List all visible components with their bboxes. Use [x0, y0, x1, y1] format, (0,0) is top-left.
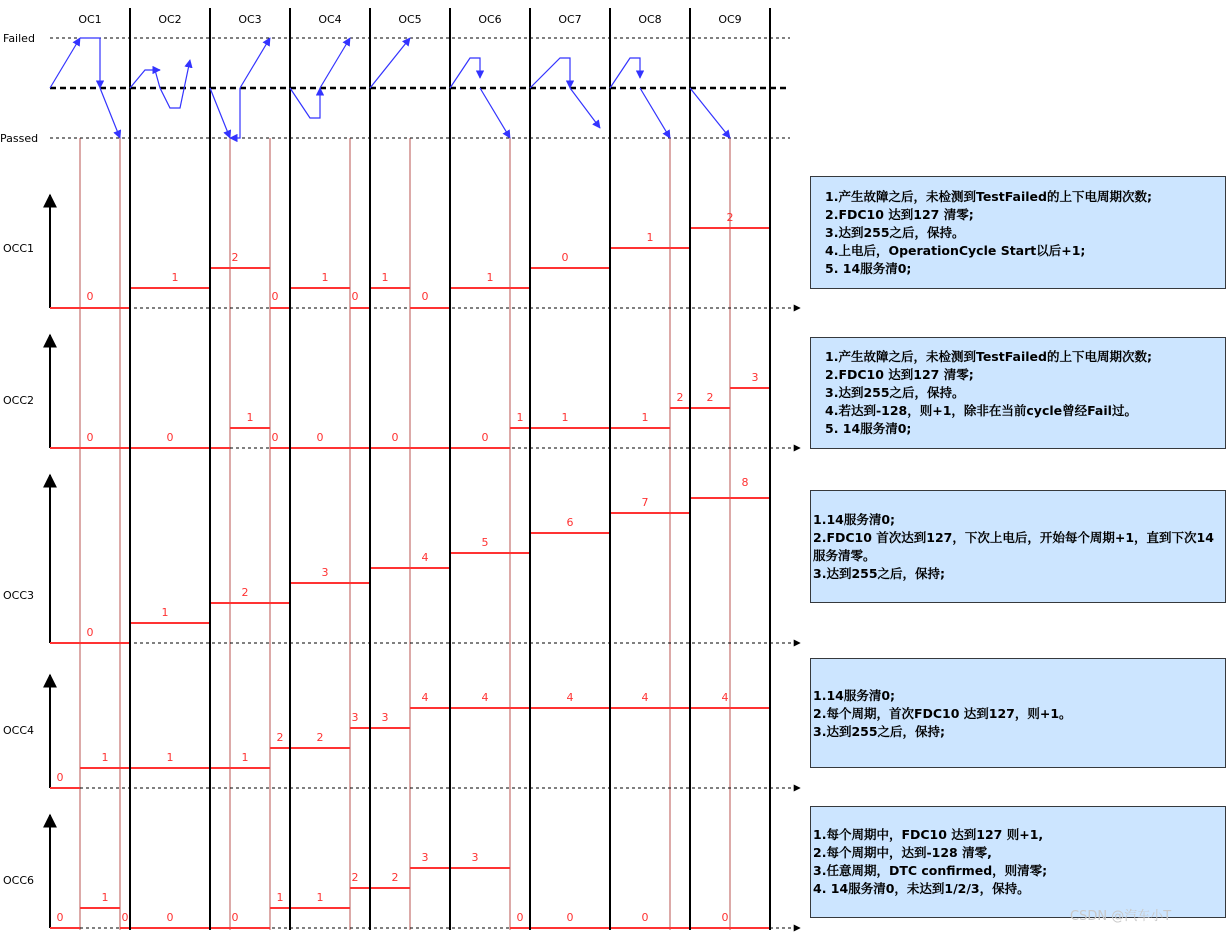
oc-label-4: OC4 [318, 13, 342, 26]
occ4-value-label-1: 0 [56, 771, 64, 784]
occ1-value-label-8: 0 [421, 290, 429, 303]
fdc-arrow-13 [480, 88, 510, 138]
occ2-value-label-7: 0 [481, 431, 489, 444]
occ6-value-label-6: 1 [276, 891, 284, 904]
occ1-value-label-11: 1 [646, 231, 654, 244]
occ2-value-label-4: 0 [271, 431, 279, 444]
oc-label-6: OC6 [478, 13, 502, 26]
occ6-row-label: OCC6 [3, 874, 35, 887]
note-occ3-line-1: 1.14服务清0; [813, 511, 896, 527]
note-occ6 [810, 806, 1226, 918]
oc-label-8: OC8 [638, 13, 662, 26]
fdc-arrow-7 [230, 88, 240, 138]
fdc-arrow-16 [610, 58, 640, 88]
fdc-arrow-5 [155, 60, 190, 108]
occ3-value-label-9: 8 [741, 476, 749, 489]
note-occ3-line-3: 3.达到255之后，保持; [813, 565, 946, 581]
occ4-value-label-12: 4 [641, 691, 649, 704]
note-occ3 [810, 490, 1226, 603]
occ4-value-label-2: 1 [101, 751, 109, 764]
oc-label-3: OC3 [238, 13, 262, 26]
occ1-value-label-1: 0 [86, 290, 94, 303]
occ1-value-label-9: 1 [486, 271, 494, 284]
note-occ1-line-4: 4.上电后，OperationCycle Start以后+1; [825, 242, 1086, 258]
fdc-arrow-10 [320, 38, 350, 88]
note-occ1-line-1: 1.产生故障之后，未检测到TestFailed的上下电周期次数; [825, 188, 1152, 204]
occ3-value-label-8: 7 [641, 496, 649, 509]
note-occ2-line-3: 3.达到255之后，保持。 [825, 385, 965, 400]
occ2-value-label-13: 3 [751, 371, 759, 384]
occ6-value-label-3: 0 [121, 911, 129, 924]
oc-label-5: OC5 [398, 13, 422, 26]
occ3-value-label-5: 4 [421, 551, 429, 564]
fdc-arrow-17 [640, 88, 670, 138]
note-occ1-line-3: 3.达到255之后，保持。 [825, 224, 965, 240]
occ4-value-label-6: 2 [316, 731, 324, 744]
fdc-arrow-3 [100, 88, 120, 138]
occ3-value-label-1: 0 [86, 626, 94, 639]
occ4-value-label-3: 1 [166, 751, 174, 764]
oc-label-9: OC9 [718, 13, 742, 26]
note-occ6-line-3: 3.任意周期，DTC confirmed，则清零; [813, 863, 1048, 878]
occ2-value-label-2: 0 [166, 431, 174, 444]
occ1-value-label-5: 1 [321, 271, 329, 284]
occ4-value-label-5: 2 [276, 731, 284, 744]
fdc-arrow-8 [240, 38, 270, 88]
occ3-row-label: OCC3 [3, 589, 35, 602]
fdc-arrow-14 [530, 58, 570, 88]
occ2-value-label-11: 2 [676, 391, 684, 404]
occ6-value-label-2: 1 [101, 891, 109, 904]
note-occ1-line-5: 5. 14服务清0; [825, 260, 912, 276]
note-occ1-line-2: 2.FDC10 达到127 清零; [825, 206, 974, 222]
occ2-value-label-8: 1 [516, 411, 524, 424]
occ4-value-label-13: 4 [721, 691, 729, 704]
occ2-value-label-3: 1 [246, 411, 254, 424]
occ6-value-label-7: 1 [316, 891, 324, 904]
occ4-value-label-8: 3 [381, 711, 389, 724]
occ4-value-label-11: 4 [566, 691, 574, 704]
occ4-value-label-9: 4 [421, 691, 429, 704]
note-occ6-line-2: 2.每个周期中，达到-128 清零, [813, 845, 992, 860]
occ1-value-label-10: 0 [561, 251, 569, 264]
fdc-arrow-1 [50, 38, 80, 88]
occ3-value-label-7: 6 [566, 516, 574, 529]
note-occ6-line-4: 4. 14服务清0，未达到1/2/3，保持。 [813, 881, 1030, 896]
watermark: CSDN @汽车小T [1070, 909, 1172, 924]
occ2-value-label-9: 1 [561, 411, 569, 424]
note-occ3-line-2: 2.FDC10 首次达到127，下次上电后，开始每个周期+1，直到下次14服务清零。 [813, 529, 1214, 563]
occ4-value-label-10: 4 [481, 691, 489, 704]
occ2-value-label-5: 0 [316, 431, 324, 444]
occ6-value-label-1: 0 [56, 911, 64, 924]
note-occ2-line-5: 5. 14服务清0; [825, 421, 912, 436]
occ3-value-label-4: 3 [321, 566, 329, 579]
occ6-value-label-5: 0 [231, 911, 239, 924]
occ1-value-label-3: 2 [231, 251, 239, 264]
occ6-value-label-15: 0 [721, 911, 729, 924]
note-occ2-line-2: 2.FDC10 达到127 清零; [825, 367, 974, 382]
occ6-value-label-11: 3 [471, 851, 479, 864]
note-occ2-line-1: 1.产生故障之后，未检测到TestFailed的上下电周期次数; [825, 349, 1152, 364]
occ4-row-label: OCC4 [3, 724, 35, 737]
fdc-arrow-2 [80, 38, 100, 88]
note-occ1 [810, 176, 1226, 289]
occ2-value-label-1: 0 [86, 431, 94, 444]
fdc-arrow-6 [210, 88, 230, 138]
occ4-value-label-4: 1 [241, 751, 249, 764]
occ6-value-label-13: 0 [566, 911, 574, 924]
occ6-value-label-9: 2 [391, 871, 399, 884]
oc-label-7: OC7 [558, 13, 582, 26]
passed-label: Passed [0, 132, 39, 145]
fdc-arrow-15 [570, 88, 600, 128]
fdc-arrow-11 [370, 38, 410, 88]
occ2-row-label: OCC2 [3, 394, 35, 407]
occ4-value-label-7: 3 [351, 711, 359, 724]
occ3-value-label-2: 1 [161, 606, 169, 619]
oc-label-1: OC1 [78, 13, 102, 26]
occ1-value-label-4: 0 [271, 290, 279, 303]
occ1-value-label-6: 0 [351, 290, 359, 303]
occ6-value-label-14: 0 [641, 911, 649, 924]
occ3-value-label-6: 5 [481, 536, 489, 549]
occ1-row-label: OCC1 [3, 242, 35, 255]
occ2-value-label-6: 0 [391, 431, 399, 444]
failed-label: Failed [3, 32, 35, 45]
note-occ2-line-4: 4.若达到-128，则+1，除非在当前cycle曾经Fail过。 [825, 403, 1137, 418]
occ6-value-label-8: 2 [351, 871, 359, 884]
fdc-arrow-18 [690, 88, 730, 138]
fdc-arrow-9 [290, 88, 320, 118]
note-occ4-line-1: 1.14服务清0; [813, 688, 896, 703]
occ2-value-label-12: 2 [706, 391, 714, 404]
occ1-value-label-2: 1 [171, 271, 179, 284]
note-occ2 [810, 337, 1226, 449]
occ3-value-label-3: 2 [241, 586, 249, 599]
fdc-arrow-12 [450, 58, 480, 88]
note-occ4 [810, 658, 1226, 768]
occ6-value-label-4: 0 [166, 911, 174, 924]
note-occ4-line-2: 2.每个周期，首次FDC10 达到127，则+1。 [813, 706, 1072, 721]
occ2-value-label-10: 1 [641, 411, 649, 424]
occ6-value-label-10: 3 [421, 851, 429, 864]
occ6-value-label-12: 0 [516, 911, 524, 924]
oc-label-2: OC2 [158, 13, 182, 26]
note-occ6-line-1: 1.每个周期中，FDC10 达到127 则+1, [813, 827, 1044, 842]
occ1-value-label-7: 1 [381, 271, 389, 284]
note-occ4-line-3: 3.达到255之后，保持; [813, 724, 946, 739]
occ1-value-label-12: 2 [726, 211, 734, 224]
